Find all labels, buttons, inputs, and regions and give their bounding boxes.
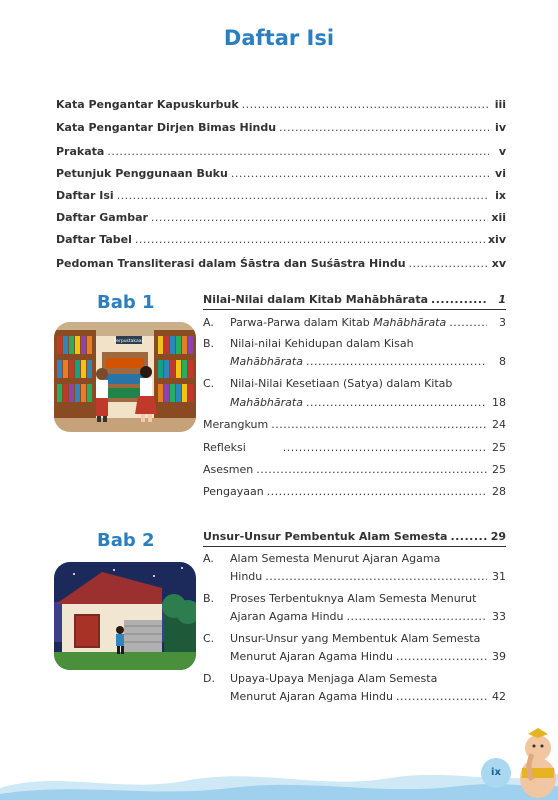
dot-leader xyxy=(283,441,487,454)
section-page: 3 xyxy=(499,316,506,329)
section-letter: B. xyxy=(203,337,215,350)
dot-leader xyxy=(271,418,487,431)
toc-page: iii xyxy=(494,98,506,111)
dot-leader xyxy=(117,189,489,202)
dot-leader xyxy=(396,690,487,703)
section-title-cont: Mahābhārata xyxy=(230,355,303,368)
extra-page: 28 xyxy=(492,485,506,498)
section-page: 33 xyxy=(492,610,506,623)
chapter-1-rule xyxy=(203,309,506,310)
section-title: Proses Terbentuknya Alam Semesta Menurut xyxy=(230,592,477,605)
section-title-cont: Ajaran Agama Hindu xyxy=(230,610,344,623)
section-page: 18 xyxy=(492,396,506,409)
section-letter: C. xyxy=(203,632,215,645)
toc-row[interactable] xyxy=(56,257,506,275)
chapter-1-label: Bab 1 xyxy=(97,292,155,313)
toc-label: Daftar Tabel xyxy=(56,233,132,246)
section-row-cont[interactable] xyxy=(203,570,506,583)
toc-page: xv xyxy=(491,257,506,270)
dot-leader xyxy=(396,650,487,663)
dot-leader xyxy=(267,485,487,498)
dot-leader xyxy=(231,167,489,180)
section-row[interactable] xyxy=(203,672,506,690)
section-letter: A. xyxy=(203,316,214,329)
section-row-cont[interactable] xyxy=(203,396,506,409)
dot-leader xyxy=(347,610,487,623)
section-row-cont[interactable] xyxy=(203,690,506,703)
extra-label: Asesmen xyxy=(203,463,254,476)
dot-leader xyxy=(151,211,488,224)
toc-row[interactable] xyxy=(56,98,506,116)
extra-row[interactable] xyxy=(203,418,506,431)
section-row-cont[interactable] xyxy=(203,355,506,368)
toc-label: Kata Pengantar Dirjen Bimas Hindu xyxy=(56,121,277,134)
chapter-2-label: Bab 2 xyxy=(97,530,155,551)
chapter-1-page: 1 xyxy=(498,293,506,306)
section-page: 39 xyxy=(492,650,506,663)
toc-page: xii xyxy=(491,211,506,224)
section-title: Alam Semesta Menurut Ajaran Agama xyxy=(230,552,441,565)
extra-label: Refleksi xyxy=(203,441,246,454)
toc-page: iv xyxy=(495,121,506,134)
extra-page: 24 xyxy=(492,418,506,431)
section-letter: A. xyxy=(203,552,214,565)
dot-leader xyxy=(306,355,487,368)
section-letter: C. xyxy=(203,377,215,390)
section-title: Parwa-Parwa dalam Kitab Mahābhārata xyxy=(230,316,447,329)
chapter-2-page: 29 xyxy=(490,530,506,543)
dot-leader xyxy=(409,257,489,270)
extra-row[interactable] xyxy=(203,485,506,498)
extra-page: 25 xyxy=(492,463,506,476)
section-title: Nilai-Nilai Kesetiaan (Satya) dalam Kitab xyxy=(230,377,453,390)
toc-label: Prakata xyxy=(56,145,105,158)
ganesha-character-illustration xyxy=(512,728,558,800)
toc-label: Kata Pengantar Kapuskurbuk xyxy=(56,98,239,111)
toc-label: Daftar Gambar xyxy=(56,211,148,224)
section-title: Upaya-Upaya Menjaga Alam Semesta xyxy=(230,672,438,685)
toc-row[interactable] xyxy=(56,145,506,163)
toc-page: vi xyxy=(495,167,506,180)
page-number-badge: ix xyxy=(481,758,511,788)
toc-row[interactable] xyxy=(56,167,506,185)
extra-row[interactable] xyxy=(203,441,506,454)
section-row[interactable] xyxy=(203,632,506,650)
dot-leader xyxy=(279,121,489,134)
section-row-cont[interactable] xyxy=(203,610,506,623)
section-title-cont: Menurut Ajaran Agama Hindu xyxy=(230,690,394,703)
dot-leader xyxy=(450,530,487,543)
toc-label: Daftar Isi xyxy=(56,189,114,202)
library-sign: Perpustakaan xyxy=(113,339,145,344)
chapter-1-title: Nilai-Nilai dalam Kitab Mahābhārata xyxy=(203,293,429,306)
dot-leader xyxy=(242,98,489,111)
extra-page: 25 xyxy=(492,441,506,454)
dot-leader xyxy=(256,463,487,476)
extra-row[interactable] xyxy=(203,463,506,476)
section-page: 42 xyxy=(492,690,506,703)
section-title-cont: Menurut Ajaran Agama Hindu xyxy=(230,650,394,663)
page-title: Daftar Isi xyxy=(223,26,335,50)
dot-leader xyxy=(449,316,487,329)
section-letter: B. xyxy=(203,592,215,605)
toc-row[interactable] xyxy=(56,211,506,229)
section-page: 31 xyxy=(492,570,506,583)
chapter-2-title-row[interactable] xyxy=(203,530,506,543)
toc-row[interactable] xyxy=(56,121,506,139)
section-row-cont[interactable] xyxy=(203,650,506,663)
section-title-cont: Hindu xyxy=(230,570,263,583)
toc-label: Pedoman Transliterasi dalam Śāstra dan Suśāstra Hindu xyxy=(56,257,406,270)
chapter-2-title: Unsur-Unsur Pembentuk Alam Semesta xyxy=(203,530,448,543)
extra-label: Merangkum xyxy=(203,418,269,431)
toc-page: v xyxy=(498,145,506,158)
section-row[interactable] xyxy=(203,377,506,395)
dot-leader xyxy=(135,233,485,246)
house-night-illustration xyxy=(54,562,196,670)
dot-leader xyxy=(431,293,487,306)
section-page: 8 xyxy=(499,355,506,368)
toc-row[interactable] xyxy=(56,189,506,207)
section-row[interactable] xyxy=(203,592,506,610)
footer-wave xyxy=(0,760,558,800)
dot-leader xyxy=(265,570,487,583)
section-row[interactable] xyxy=(203,552,506,570)
section-title: Unsur-Unsur yang Membentuk Alam Semesta xyxy=(230,632,481,645)
toc-page: ix xyxy=(495,189,506,202)
library-illustration xyxy=(54,322,196,432)
dot-leader xyxy=(306,396,487,409)
section-row[interactable] xyxy=(203,316,506,329)
toc-label: Petunjuk Penggunaan Buku xyxy=(56,167,228,180)
section-title-cont: Mahābhārata xyxy=(230,396,303,409)
toc-page: xiv xyxy=(487,233,506,246)
chapter-2-rule xyxy=(203,546,506,547)
chapter-1-title-row[interactable] xyxy=(203,293,506,306)
section-letter: D. xyxy=(203,672,215,685)
section-title: Nilai-nilai Kehidupan dalam Kisah xyxy=(230,337,414,350)
toc-row[interactable] xyxy=(56,233,506,251)
dot-leader xyxy=(107,145,489,158)
extra-label: Pengayaan xyxy=(203,485,264,498)
